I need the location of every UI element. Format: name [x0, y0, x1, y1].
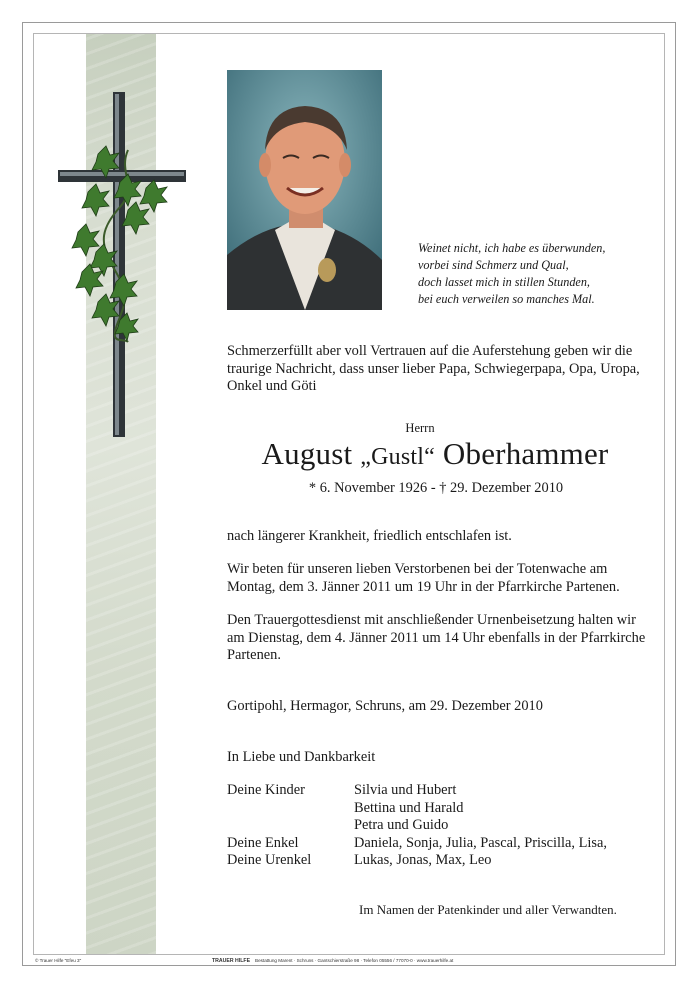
deceased-name — [262, 436, 609, 472]
family-row — [227, 835, 607, 853]
poem — [418, 240, 668, 308]
family-list — [227, 782, 607, 870]
footer-address: Bestattung Marent · Schruns · Gantschierstraße 98 · Telefon 05556 / 77070-0 · www.trauerhilfe.at — [255, 958, 454, 963]
footer-copyright: © Trauer Hilfe "Efeu 3" — [35, 958, 82, 963]
salutation: Herrn — [405, 421, 435, 435]
family-names: Petra und Guido — [354, 817, 449, 833]
paragraph-passing: nach längerer Krankheit, friedlich entschlafen ist. — [227, 528, 512, 544]
love-line: In Liebe und Dankbarkeit — [227, 749, 376, 765]
family-label — [227, 817, 354, 835]
poem-line: bei euch verweilen so manches Mal. — [418, 292, 595, 306]
poem-line: Weinet nicht, ich habe es überwunden, — [418, 241, 606, 255]
closing-line: Im Namen der Patenkinder und aller Verwandten. — [359, 902, 617, 917]
family-names: Daniela, Sonja, Julia, Pascal, Priscilla, Lisa, — [354, 834, 607, 851]
poem-line: vorbei sind Schmerz und Qual, — [418, 258, 569, 272]
family-row — [227, 817, 607, 835]
family-row — [227, 852, 607, 870]
paragraph-wake: Wir beten für unseren lieben Verstorbenen bei der Totenwache am Montag, dem 3. Jänner 2011 um 19 Uhr in der Pfarrkirche Partenen. — [227, 561, 620, 595]
footer-brand: TRAUER HILFE — [212, 958, 251, 964]
family-label: Deine Urenkel — [227, 852, 312, 868]
nickname: „Gustl“ — [360, 444, 435, 470]
family-row — [227, 800, 607, 818]
family-label — [227, 800, 354, 818]
cross-with-ivy-icon — [58, 92, 188, 437]
portrait-photo — [227, 70, 382, 310]
family-label: Deine Kinder — [227, 782, 305, 798]
life-dates: * 6. November 1926 - † 29. Dezember 2010 — [308, 480, 564, 496]
family-names: Silvia und Hubert — [354, 782, 457, 798]
family-names: Bettina und Harald — [354, 799, 464, 816]
paragraph-funeral: Den Trauergottesdienst mit anschließender Urnenbeisetzung halten wir am Dienstag, dem 4. Jänner 2011 um 14 Uhr ebenfalls in der Pfarrkirche Partenen. — [227, 612, 646, 663]
family-row — [227, 782, 607, 800]
first-name: August — [261, 436, 353, 471]
intro-text: Schmerzerfüllt aber voll Vertrauen auf die Auferstehung geben wir die traurige Nachricht, dass unser lieber Papa, Schwiegerpapa, Opa, Uropa, Onkel und Göti — [227, 343, 640, 394]
poem-line: doch lasset mich in stillen Stunden, — [418, 275, 590, 289]
family-names: Lukas, Jonas, Max, Leo — [354, 852, 492, 868]
place-date: Gortipohl, Hermagor, Schruns, am 29. Dezember 2010 — [227, 698, 543, 714]
last-name: Oberhammer — [442, 436, 609, 471]
family-label: Deine Enkel — [227, 834, 299, 851]
